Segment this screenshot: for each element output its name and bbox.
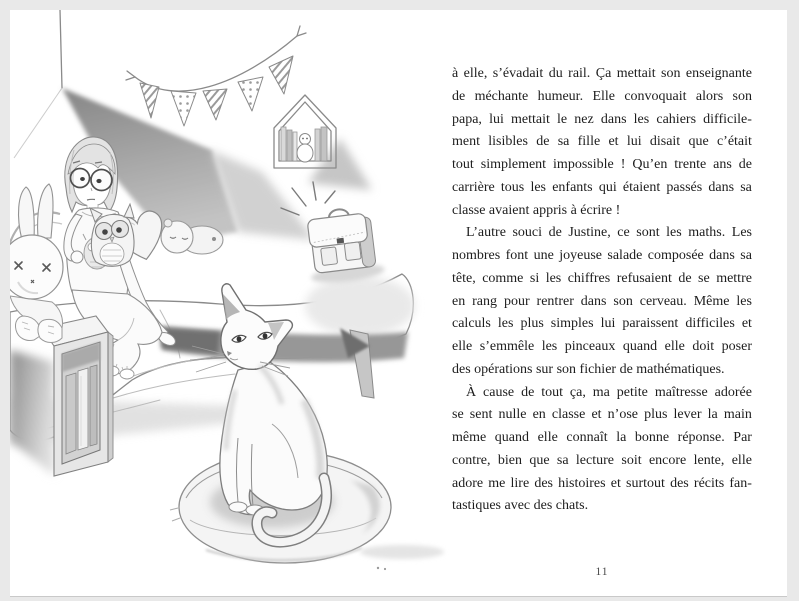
text-line: même quand elle connaît la bonne réponse. Par bbox=[452, 430, 752, 445]
text-line: des opérations sur son fichier de mathématiques. bbox=[452, 361, 725, 377]
book-spread-page bbox=[10, 10, 787, 596]
text-line: tout simplement impossible ! Qu’en trente ans de bbox=[452, 157, 752, 172]
text-line: carrière tous les enfants qui étaient passés dans sa bbox=[452, 179, 752, 195]
text-line: tastiques avec des chats. bbox=[452, 498, 589, 514]
text-line: classe avaient appris à écrire ! bbox=[452, 202, 621, 218]
page-number: 11 bbox=[595, 566, 609, 578]
text-line: L’autre souci de Justine, ce sont les maths. Les bbox=[466, 225, 752, 241]
text-line: calculs les plus simples lui paraissent difficiles et bbox=[452, 316, 752, 332]
text-line: à elle, s’évadait du rail. Ça mettait son enseignante bbox=[452, 66, 752, 81]
text-line: ment lisibles de sa fille et lui disait que c’était bbox=[452, 134, 752, 150]
bedroom-illustration bbox=[10, 10, 455, 596]
text-line: se sent nulle en classe et n’ose plus lever la main bbox=[452, 407, 752, 423]
text-line: papa, lui mettait le nez dans les cahiers difficile- bbox=[452, 111, 752, 127]
text-line: À cause de tout ça, ma petite maîtresse adorée bbox=[466, 384, 752, 400]
text-line: de méchante humeur. Elle convoquait alors son bbox=[452, 88, 752, 104]
text-line: tête, comme si les chiffres refusaient de se mettre bbox=[452, 270, 752, 286]
text-line: contre, bien que sa lecture soit encore lente, elle bbox=[452, 452, 752, 468]
text-line: adore me lire des histoires et surtout des récits fan- bbox=[452, 475, 752, 491]
floor-dots bbox=[377, 567, 386, 570]
text-line: elle s’emmêle les pinceaux quand elle doit poser bbox=[452, 339, 752, 354]
bunting-garland bbox=[126, 26, 306, 126]
house-shelf-with-doll bbox=[274, 95, 372, 190]
plush-bunny bbox=[10, 184, 63, 343]
text-column bbox=[452, 63, 752, 518]
text-line: nombres font une joyeuse salade composée dans sa bbox=[452, 248, 752, 263]
text-line: en rang pour rentrer dans son cerveau. Même les bbox=[452, 293, 752, 309]
